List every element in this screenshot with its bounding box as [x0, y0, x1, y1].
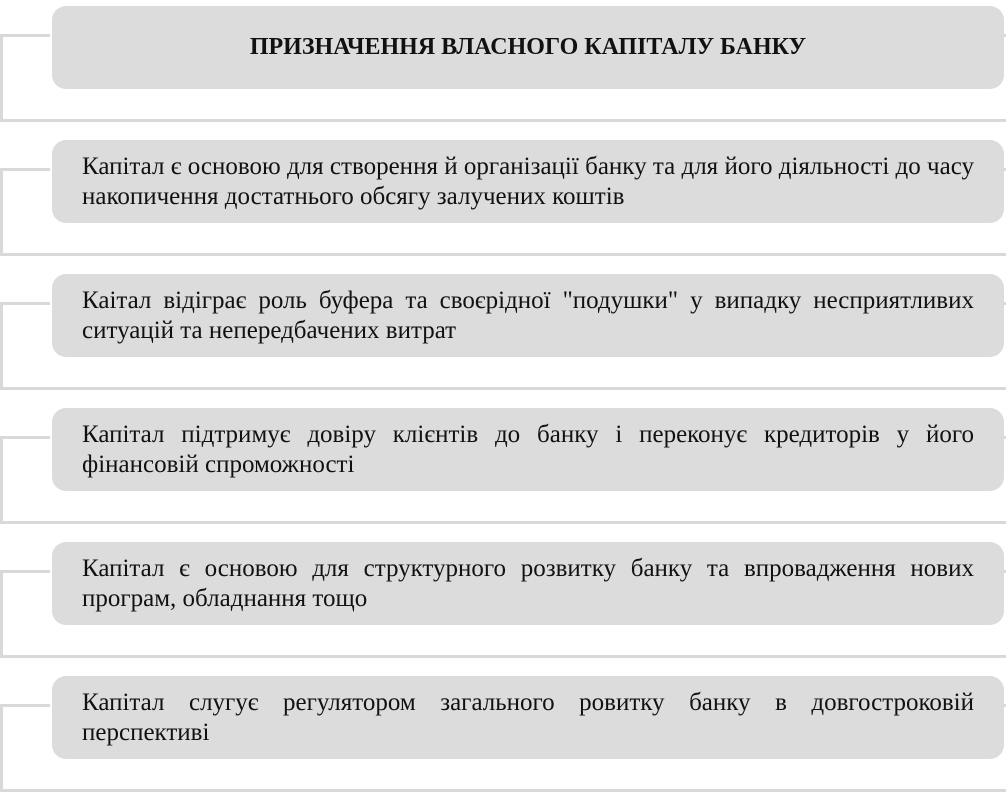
item-box-5: [52, 676, 1004, 759]
item-text-2: Каітал відіграє роль буфера та своєрідної "подушки" у випадку несприятливих ситуацій та непередбачених витрат: [82, 287, 974, 344]
item-text-1: Капітал є основою для створення й організації банку та для його діяльності до часу накопичення достатнього обсягу залучених коштів: [82, 153, 974, 210]
title-box: [52, 6, 1004, 89]
item-text-5: Капітал слугує регулятором загального ровитку банку в довгостроковій перспективі: [82, 689, 974, 746]
item-box-1: [52, 140, 1004, 223]
item-box-4: [52, 542, 1004, 625]
item-text-4: Капітал є основою для структурного розвитку банку та впровадження нових програм, обладнання тощо: [82, 555, 974, 612]
item-box-3: [52, 408, 1004, 491]
title-text: ПРИЗНАЧЕННЯ ВЛАСНОГО КАПІТАЛУ БАНКУ: [249, 34, 807, 60]
item-text-3: Капітал підтримує довіру клієнтів до банку і переконує кредиторів у його фінансовій спроможності: [82, 421, 974, 478]
item-box-2: [52, 274, 1004, 357]
